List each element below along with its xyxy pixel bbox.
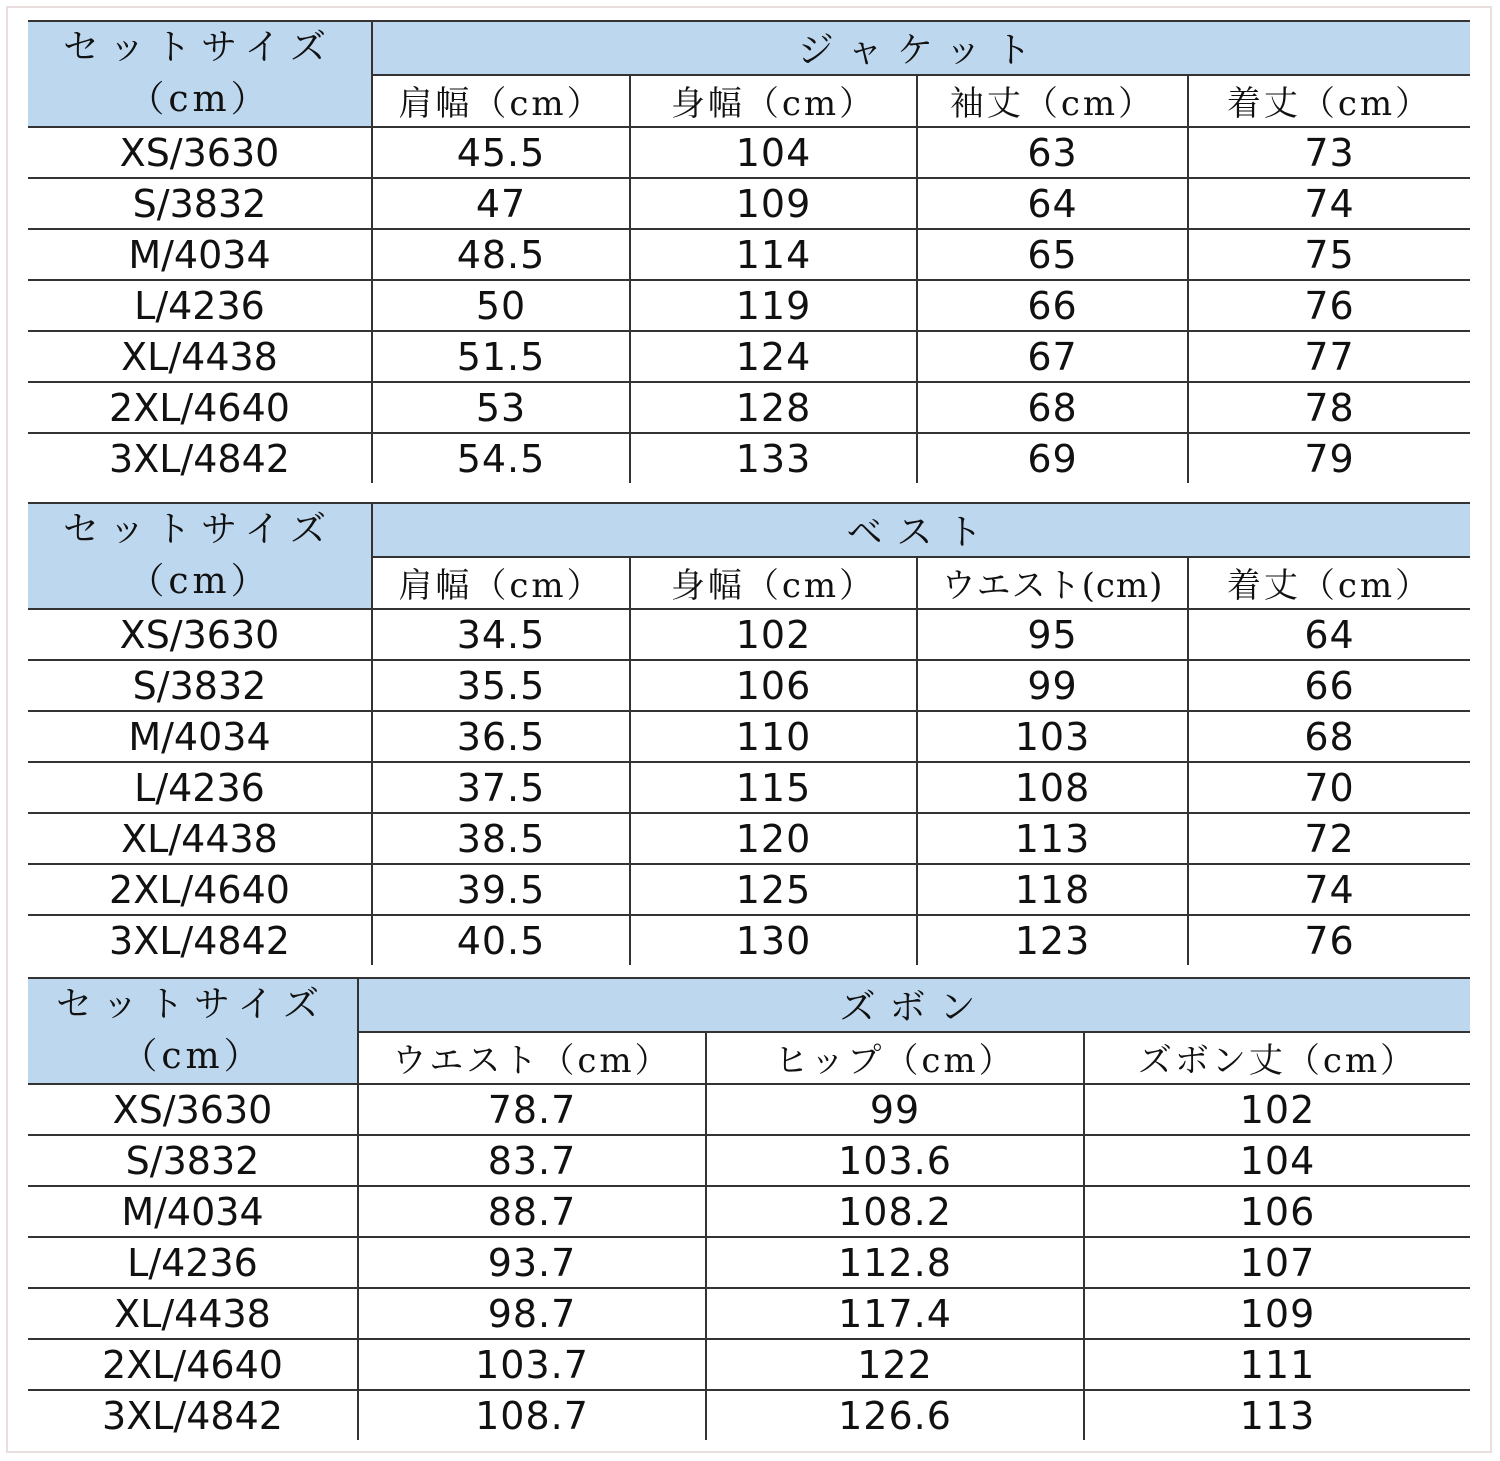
table-cell: 68 [1188, 711, 1470, 762]
table-cell: 66 [1188, 660, 1470, 711]
table-cell: 123 [917, 915, 1188, 965]
table-cell: 78.7 [358, 1084, 706, 1135]
table-cell: 124 [630, 331, 917, 382]
table-cell: 63 [917, 127, 1188, 178]
table-row [28, 229, 1470, 280]
table-cell: 78 [1188, 382, 1470, 433]
table-cell: 109 [630, 178, 917, 229]
table-cell: 65 [917, 229, 1188, 280]
table-cell: 69 [917, 433, 1188, 483]
size-label: 3XL/4842 [28, 915, 372, 965]
table-cell: 112.8 [706, 1237, 1084, 1288]
table-cell: 75 [1188, 229, 1470, 280]
size-label: M/4034 [28, 229, 372, 280]
table-cell: 64 [1188, 609, 1470, 660]
size-label: 2XL/4640 [28, 1339, 358, 1390]
group-header-trousers: ズボン [358, 978, 1470, 1032]
size-label: 2XL/4640 [28, 382, 372, 433]
column-header: ズボン丈（cm） [1084, 1032, 1470, 1085]
table-cell: 110 [630, 711, 917, 762]
table-cell: 76 [1188, 280, 1470, 331]
size-label: XS/3630 [28, 609, 372, 660]
table-cell: 64 [917, 178, 1188, 229]
size-label: L/4236 [28, 280, 372, 331]
table-row [28, 382, 1470, 433]
size-label: XL/4438 [28, 1288, 358, 1339]
table-row [28, 331, 1470, 382]
table-cell: 39.5 [372, 864, 630, 915]
table-cell: 88.7 [358, 1186, 706, 1237]
table-cell: 76 [1188, 915, 1470, 965]
size-label: M/4034 [28, 711, 372, 762]
column-header: 身幅（cm） [630, 557, 917, 610]
table-cell: 133 [630, 433, 917, 483]
table-cell: 54.5 [372, 433, 630, 483]
size-label: 3XL/4842 [28, 433, 372, 483]
size-label: S/3832 [28, 1135, 358, 1186]
table-row [28, 915, 1470, 965]
table-cell: 50 [372, 280, 630, 331]
table-cell: 40.5 [372, 915, 630, 965]
table-cell: 73 [1188, 127, 1470, 178]
table-cell: 107 [1084, 1237, 1470, 1288]
table-cell: 93.7 [358, 1237, 706, 1288]
column-header: 着丈（cm） [1188, 75, 1470, 128]
table-cell: 66 [917, 280, 1188, 331]
table-cell: 47 [372, 178, 630, 229]
table-cell: 108 [917, 762, 1188, 813]
size-label: 3XL/4842 [28, 1390, 358, 1440]
size-label: S/3832 [28, 178, 372, 229]
table-cell: 128 [630, 382, 917, 433]
size-label: XS/3630 [28, 1084, 358, 1135]
table-cell: 113 [917, 813, 1188, 864]
table-cell: 51.5 [372, 331, 630, 382]
table-cell: 67 [917, 331, 1188, 382]
table-cell: 48.5 [372, 229, 630, 280]
table-cell: 74 [1188, 864, 1470, 915]
table-row [28, 1135, 1470, 1186]
table-cell: 35.5 [372, 660, 630, 711]
table-cell: 113 [1084, 1390, 1470, 1440]
table-cell: 130 [630, 915, 917, 965]
table-cell: 118 [917, 864, 1188, 915]
group-header-vest: ベスト [372, 503, 1470, 557]
size-label: XL/4438 [28, 331, 372, 382]
trousers-size-table [28, 977, 1470, 1440]
column-header: ウエスト（cm） [358, 1032, 706, 1085]
table-cell: 117.4 [706, 1288, 1084, 1339]
table-cell: 68 [917, 382, 1188, 433]
table-row [28, 660, 1470, 711]
table-row [28, 711, 1470, 762]
table-row [28, 864, 1470, 915]
table-cell: 108.2 [706, 1186, 1084, 1237]
size-label: S/3832 [28, 660, 372, 711]
table-cell: 126.6 [706, 1390, 1084, 1440]
column-header: 袖丈（cm） [917, 75, 1188, 128]
table-row [28, 433, 1470, 483]
table-cell: 119 [630, 280, 917, 331]
table-cell: 108.7 [358, 1390, 706, 1440]
corner-header: セットサイズ （cm） [28, 503, 372, 609]
vest-size-table [28, 502, 1470, 965]
column-header: ヒップ（cm） [706, 1032, 1084, 1085]
table-row [28, 762, 1470, 813]
size-label: XL/4438 [28, 813, 372, 864]
column-header: ウエスト(cm) [917, 557, 1188, 610]
table-row [28, 1339, 1470, 1390]
table-cell: 36.5 [372, 711, 630, 762]
table-cell: 99 [917, 660, 1188, 711]
table-cell: 109 [1084, 1288, 1470, 1339]
table-cell: 53 [372, 382, 630, 433]
table-row [28, 280, 1470, 331]
table-cell: 103 [917, 711, 1188, 762]
table-cell: 102 [1084, 1084, 1470, 1135]
table-cell: 72 [1188, 813, 1470, 864]
table-cell: 104 [630, 127, 917, 178]
column-header: 肩幅（cm） [372, 75, 630, 128]
table-cell: 114 [630, 229, 917, 280]
table-cell: 99 [706, 1084, 1084, 1135]
table-cell: 120 [630, 813, 917, 864]
table-row [28, 1390, 1470, 1440]
table-cell: 34.5 [372, 609, 630, 660]
table-cell: 74 [1188, 178, 1470, 229]
jacket-size-table [28, 20, 1470, 483]
table-cell: 102 [630, 609, 917, 660]
table-cell: 98.7 [358, 1288, 706, 1339]
table-cell: 104 [1084, 1135, 1470, 1186]
table-cell: 115 [630, 762, 917, 813]
table-row [28, 813, 1470, 864]
column-header: 着丈（cm） [1188, 557, 1470, 610]
table-row [28, 1186, 1470, 1237]
size-label: XS/3630 [28, 127, 372, 178]
size-label: 2XL/4640 [28, 864, 372, 915]
table-cell: 37.5 [372, 762, 630, 813]
table-row [28, 609, 1470, 660]
table-cell: 103.7 [358, 1339, 706, 1390]
table-row [28, 127, 1470, 178]
table-cell: 103.6 [706, 1135, 1084, 1186]
table-cell: 125 [630, 864, 917, 915]
size-label: M/4034 [28, 1186, 358, 1237]
corner-header: セットサイズ （cm） [28, 21, 372, 127]
table-cell: 111 [1084, 1339, 1470, 1390]
size-label: L/4236 [28, 1237, 358, 1288]
table-cell: 38.5 [372, 813, 630, 864]
table-cell: 106 [630, 660, 917, 711]
group-header-jacket: ジャケット [372, 21, 1470, 75]
table-cell: 95 [917, 609, 1188, 660]
size-label: L/4236 [28, 762, 372, 813]
table-cell: 106 [1084, 1186, 1470, 1237]
table-cell: 79 [1188, 433, 1470, 483]
table-row [28, 178, 1470, 229]
table-row [28, 1084, 1470, 1135]
table-cell: 77 [1188, 331, 1470, 382]
table-cell: 83.7 [358, 1135, 706, 1186]
column-header: 身幅（cm） [630, 75, 917, 128]
table-row [28, 1237, 1470, 1288]
table-cell: 45.5 [372, 127, 630, 178]
corner-header: セットサイズ （cm） [28, 978, 358, 1084]
column-header: 肩幅（cm） [372, 557, 630, 610]
table-cell: 70 [1188, 762, 1470, 813]
table-row [28, 1288, 1470, 1339]
table-cell: 122 [706, 1339, 1084, 1390]
